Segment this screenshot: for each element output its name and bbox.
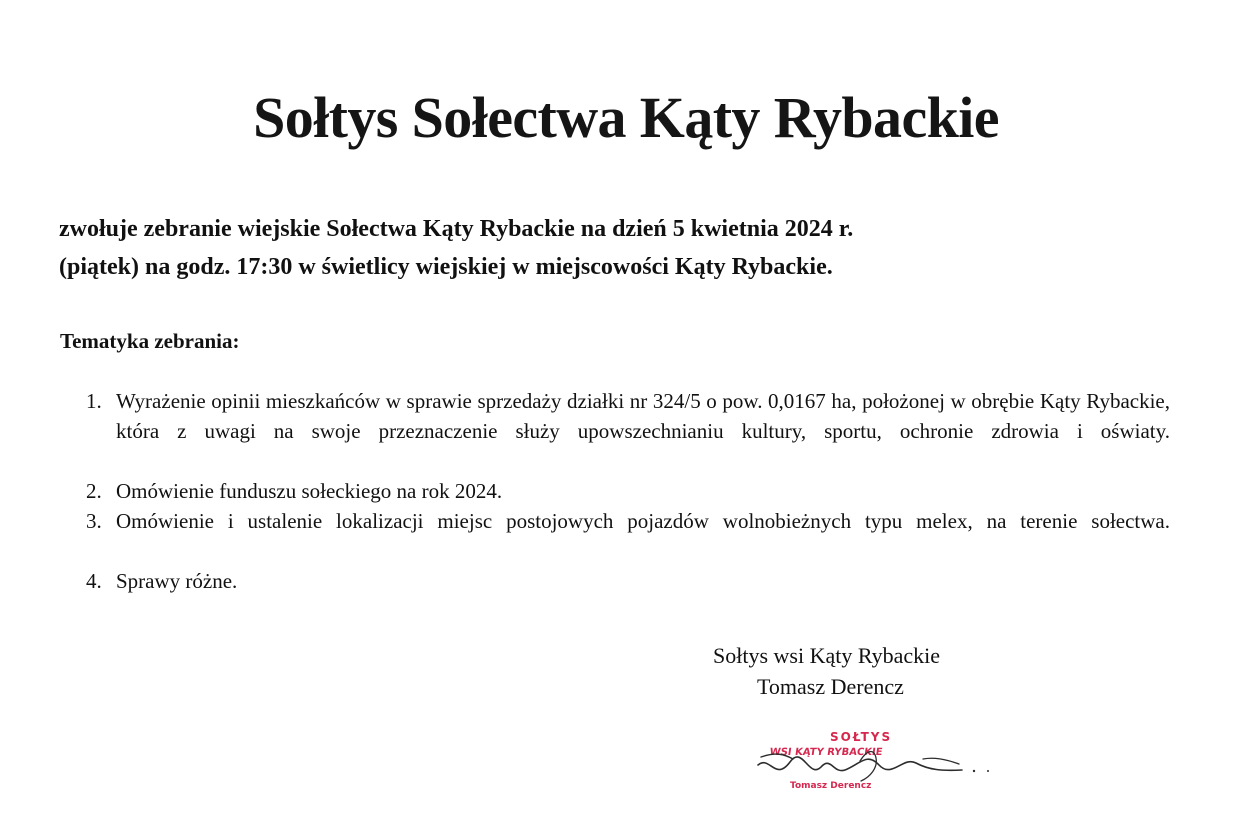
signature-block xyxy=(0,640,1252,760)
agenda-item-3 xyxy=(86,506,1170,566)
agenda-item-number: 1. xyxy=(86,389,102,413)
document-title: Sołtys Sołectwa Kąty Rybackie xyxy=(253,84,999,150)
agenda-item-number: 2. xyxy=(86,479,102,503)
agenda-item-4 xyxy=(86,566,1170,596)
signature-name: Tomasz Derencz xyxy=(757,674,904,699)
meeting-announcement xyxy=(59,210,1194,286)
agenda-item-number: 4. xyxy=(86,569,102,593)
official-stamp-and-signature xyxy=(748,728,998,798)
svg-text:SOŁTYS: SOŁTYS xyxy=(830,730,893,744)
agenda-item-2 xyxy=(86,476,1170,506)
meeting-announcement-line-2: (piątek) na godz. 17:30 w świetlicy wiejskiej w miejscowości Kąty Rybackie. xyxy=(59,254,833,280)
signature-title: Sołtys wsi Kąty Rybackie xyxy=(713,643,941,668)
agenda-item-number: 3. xyxy=(86,509,102,533)
agenda-item-1 xyxy=(86,386,1170,476)
svg-text:Tomasz Derencz: Tomasz Derencz xyxy=(790,781,872,791)
agenda-heading: Tematyka zebrania: xyxy=(60,329,240,353)
meeting-announcement-line-1: zwołuje zebranie wiejskie Sołectwa Kąty Rybackie na dzień 5 kwietnia 2024 r. xyxy=(59,216,854,242)
stamp-signature-graphic xyxy=(748,728,998,798)
agenda-list xyxy=(86,386,1170,596)
svg-text:WSI KĄTY RYBACKIE: WSI KĄTY RYBACKIE xyxy=(768,747,884,758)
agenda-item-text: Wyrażenie opinii mieszkańców w sprawie sprzedaży działki nr 324/5 o pow. 0,0167 ha, położonej w obrębie Kąty Rybackie, która z uwagi na swoje przeznaczenie służy upowszechnianiu kultury, sportu, ochronie zdrowia i oświaty. xyxy=(116,389,1170,443)
agenda-item-text: Omówienie i ustalenie lokalizacji miejsc postojowych pojazdów wolnobieżnych typu melex, na terenie sołectwa. xyxy=(116,509,1170,533)
agenda-item-text: Sprawy różne. xyxy=(116,569,238,593)
agenda-item-text: Omówienie funduszu sołeckiego na rok 2024. xyxy=(116,479,503,503)
